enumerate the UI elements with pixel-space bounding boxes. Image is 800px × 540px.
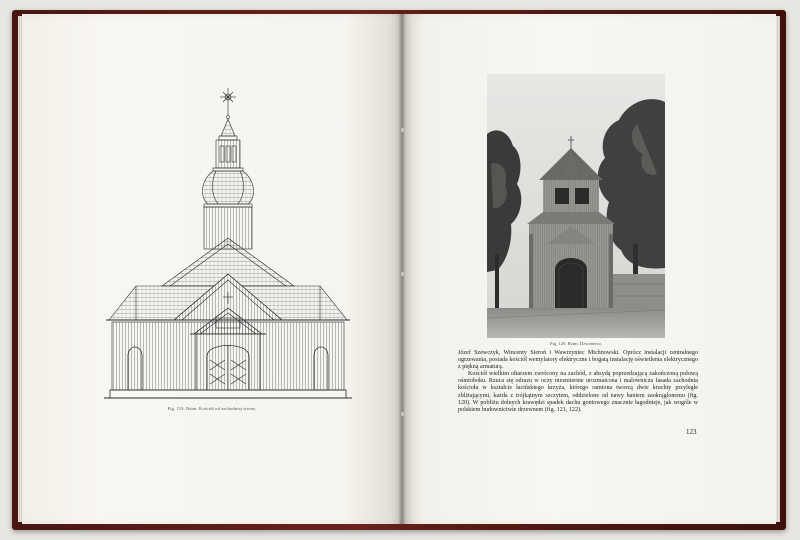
page-number: 123: [686, 428, 697, 436]
photo-caption: Fig. 120. Rzim. Dzwonnica.: [550, 341, 602, 346]
bell-tower-photo: [487, 74, 665, 338]
figure-caption-left: Fig. 119. Rzim. Kościół od zachodniej strony.: [167, 406, 257, 411]
body-text: [458, 350, 698, 414]
binding-thread: [401, 272, 404, 276]
binding-thread: [401, 412, 404, 416]
church-elevation-drawing: [104, 86, 352, 404]
paragraph: Kościół wielkim ołtarzem zwrócony na zachód, z absydą poprzedzającą zakończoną połową ośmioboku. Rzuca się odrazu w oczy niezmiernie urozmaicona i malownicza fasada zachodnia kościoła w kształcie łacińskiego krzyża, którego ramiona tworzą dwie kruchty przyległe zbliżającymi, każda z trójkątnym szczytem, oddzielone od nawy baniem zaokrąglonemu (fig. 120). W pobliżu dolnych krawędzi spadek dachu gontowego znacznie łagodnieje, jak wogóle w polskiem budownictwie drzewnem (fig. 121, 122).: [458, 371, 698, 413]
paragraph: Józef Szewczyk, Wincenty Sieroń i Wawrzyniec Michnowski. Oprócz instalacji centralnego ogrzewania, posiada kościół wentylatory elektryczne i bogatą instalację oświetlenia elektrycznego z piękną armaturą.: [458, 350, 698, 371]
book-gutter: [399, 14, 405, 524]
binding-thread: [401, 128, 404, 132]
